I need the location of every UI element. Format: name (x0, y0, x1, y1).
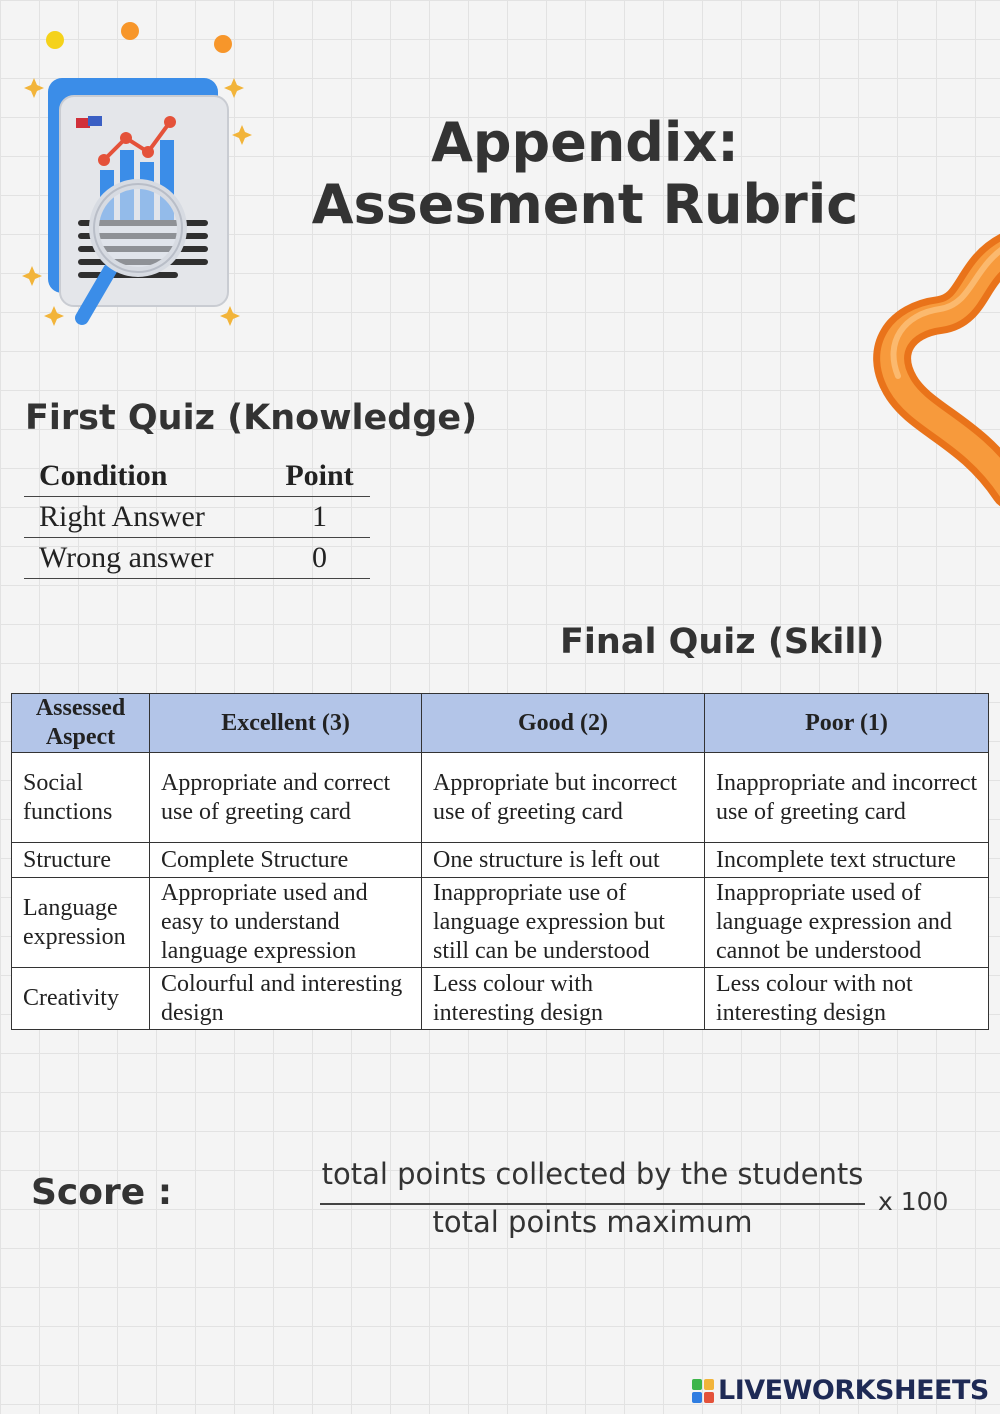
column-header-good: Good (2) (422, 694, 705, 753)
report-magnifier-icon (20, 70, 260, 330)
formula-denominator: total points maximum (432, 1205, 753, 1239)
good-cell: Inappropriate use of language expression but still can be understood (422, 878, 705, 968)
excellent-cell: Appropriate and correct use of greeting card (150, 753, 422, 843)
condition-cell: Right Answer (24, 497, 269, 538)
knowledge-point-table (24, 456, 370, 579)
table-row (24, 538, 370, 579)
brand-logo (692, 1375, 989, 1406)
good-cell: Appropriate but incorrect use of greeting card (422, 753, 705, 843)
column-header-aspect: Assessed Aspect (12, 694, 150, 753)
skill-rubric-table (11, 693, 989, 1030)
column-header-point: Point (269, 456, 370, 497)
table-row (24, 497, 370, 538)
aspect-cell: Social functions (12, 753, 150, 843)
poor-cell: Inappropriate used of language expression and cannot be understood (705, 878, 989, 968)
point-cell: 1 (269, 497, 370, 538)
table-row (12, 753, 989, 843)
title-line-2: Assesment Rubric (311, 173, 859, 236)
good-cell: One structure is left out (422, 843, 705, 878)
final-quiz-heading: Final Quiz (Skill) (560, 622, 885, 662)
title-line-1: Appendix: (431, 111, 739, 174)
liveworksheets-logo-icon (692, 1379, 714, 1403)
aspect-cell: Creativity (12, 968, 150, 1030)
table-row (12, 968, 989, 1030)
excellent-cell: Complete Structure (150, 843, 422, 878)
column-header-excellent: Excellent (3) (150, 694, 422, 753)
score-label: Score : (31, 1172, 173, 1213)
aspect-cell: Structure (12, 843, 150, 878)
poor-cell: Incomplete text structure (705, 843, 989, 878)
page-title (300, 112, 870, 236)
column-header-poor: Poor (1) (705, 694, 989, 753)
table-header-row (24, 456, 370, 497)
yellow-dot (46, 31, 64, 49)
poor-cell: Less colour with not interesting design (705, 968, 989, 1030)
orange-dot (214, 35, 232, 53)
formula-multiplier: x 100 (878, 1187, 949, 1216)
formula-numerator: total points collected by the students (321, 1157, 864, 1191)
excellent-cell: Appropriate used and easy to understand language expression (150, 878, 422, 968)
excellent-cell: Colourful and interesting design (150, 968, 422, 1030)
table-header-row (12, 694, 989, 753)
table-row (12, 878, 989, 968)
orange-dot (121, 22, 139, 40)
column-header-condition: Condition (24, 456, 269, 497)
good-cell: Less colour with interesting design (422, 968, 705, 1030)
point-cell: 0 (269, 538, 370, 579)
first-quiz-heading: First Quiz (Knowledge) (25, 398, 478, 438)
poor-cell: Inappropriate and incorrect use of greeting card (705, 753, 989, 843)
brand-name: LIVEWORKSHEETS (718, 1375, 989, 1406)
orange-squiggle-decoration (860, 230, 1000, 520)
condition-cell: Wrong answer (24, 538, 269, 579)
aspect-cell: Language expression (12, 878, 150, 968)
table-row (12, 843, 989, 878)
